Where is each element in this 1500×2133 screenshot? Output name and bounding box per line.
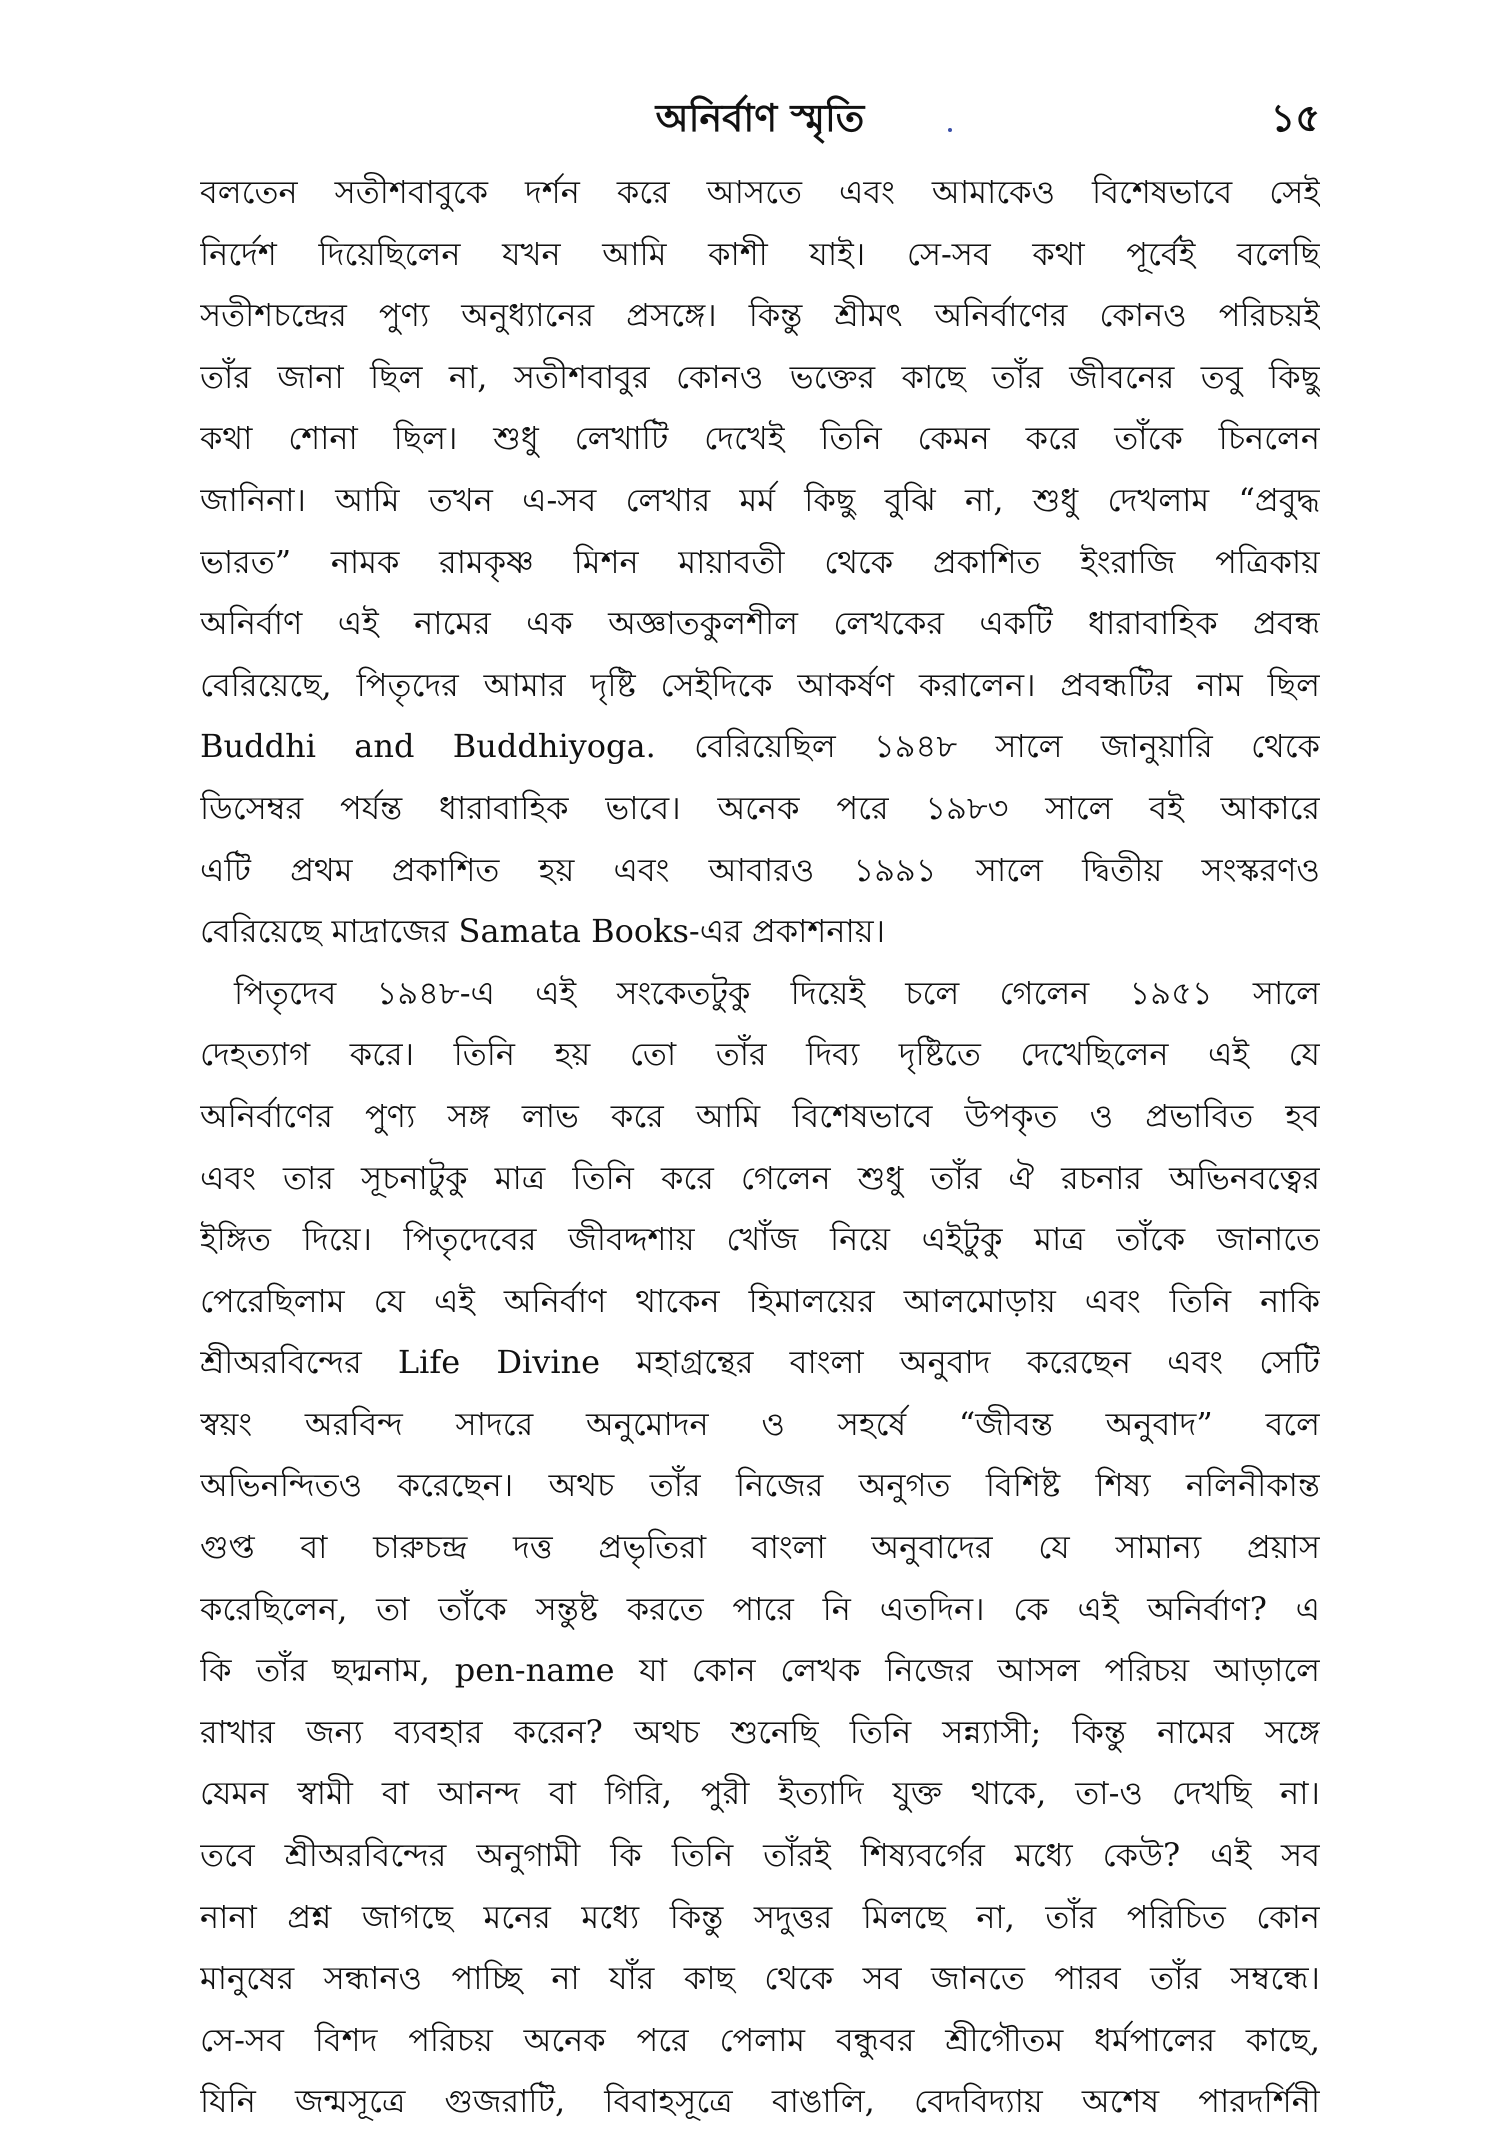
text-line: স্বয়ং অরবিন্দ সাদরে অনুমোদন ও সহর্ষে “জীবন্ত অনুবাদ” বলে <box>200 1404 1320 1443</box>
text-line: নির্দেশ দিয়েছিলেন যখন আমি কাশী যাই। সে-সব কথা পূর্বেই বলেছি <box>200 234 1320 273</box>
paragraph-1 <box>200 162 1320 963</box>
text-line: সতীশচন্দ্রের পুণ্য অনুধ্যানের প্রসঙ্গে। কিন্তু শ্রীমৎ অনির্বাণের কোনও পরিচয়ই <box>200 296 1320 335</box>
text-line: পিতৃদেব ১৯৪৮-এ এই সংকেতটুকু দিয়েই চলে গেলেন ১৯৫১ সালে <box>234 973 1320 1012</box>
text-line: কথা শোনা ছিল। শুধু লেখাটি দেখেই তিনি কেমন করে তাঁকে চিনলেন <box>200 419 1320 458</box>
text-line: করেছিলেন, তা তাঁকে সন্তুষ্ট করতে পারে নি এতদিন। কে এই অনির্বাণ? এ <box>200 1589 1320 1628</box>
running-header <box>200 88 1320 148</box>
text-line: Buddhi and Buddhiyoga. বেরিয়েছিল ১৯৪৮ সালে জানুয়ারি থেকে <box>200 727 1320 766</box>
text-line: বেরিয়েছে, পিতৃদের আমার দৃষ্টি সেইদিকে আকর্ষণ করালেন। প্রবন্ধটির নাম ছিল <box>200 665 1320 704</box>
text-line: এবং তার সূচনাটুকু মাত্র তিনি করে গেলেন শুধু তাঁর ঐ রচনার অভিনবত্বের <box>200 1158 1320 1197</box>
body-text <box>200 162 1320 2133</box>
text-line: ভারত” নামক রামকৃষ্ণ মিশন মায়াবতী থেকে প্রকাশিত ইংরাজি পত্রিকায় <box>200 542 1320 581</box>
text-line: দেহত্যাগ করে। তিনি হয় তো তাঁর দিব্য দৃষ্টিতে দেখেছিলেন এই যে <box>200 1035 1320 1074</box>
text-line: যিনি জন্মসূত্রে গুজরাটি, বিবাহসূত্রে বাঙালি, বেদবিদ্যায় অশেষ পারদর্শিনী <box>200 2082 1320 2121</box>
text-line: এটি প্রথম প্রকাশিত হয় এবং আবারও ১৯৯১ সালে দ্বিতীয় সংস্করণও <box>200 850 1320 889</box>
text-line: ইঙ্গিত দিয়ে। পিতৃদেবের জীবদ্দশায় খোঁজ নিয়ে এইটুকু মাত্র তাঁকে জানাতে <box>200 1220 1320 1259</box>
text-line: নানা প্রশ্ন জাগছে মনের মধ্যে কিন্তু সদুত্তর মিলছে না, তাঁর পরিচিত কোন <box>200 1897 1320 1936</box>
running-title: অনির্বাণ স্মৃতি <box>655 95 865 140</box>
paragraph-2 <box>200 963 1320 2133</box>
text-line: শ্রীঅরবিন্দের Life Divine মহাগ্রন্থের বাংলা অনুবাদ করেছেন এবং সেটি <box>200 1343 1320 1382</box>
text-line: রাখার জন্য ব্যবহার করেন? অথচ শুনেছি তিনি সন্ন্যাসী; কিন্তু নামের সঙ্গে <box>200 1712 1320 1751</box>
page-number: ১৫ <box>1270 95 1320 140</box>
text-line: বলতেন সতীশবাবুকে দর্শন করে আসতে এবং আমাকেও বিশেষভাবে সেই <box>200 173 1320 211</box>
text-line: তবে শ্রীঅরবিন্দের অনুগামী কি তিনি তাঁরই শিষ্যবর্গের মধ্যে কেউ? এই সব <box>200 1836 1320 1875</box>
text-line: গুপ্ত বা চারুচন্দ্র দত্ত প্রভৃতিরা বাংলা অনুবাদের যে সামান্য প্রয়াস <box>200 1528 1320 1567</box>
text-line: বেরিয়েছে মাদ্রাজের Samata Books-এর প্রকাশনায়। <box>200 912 886 951</box>
text-line: কি তাঁর ছদ্মনাম, pen-name যা কোন লেখক নিজের আসল পরিচয় আড়ালে <box>200 1651 1320 1690</box>
text-line: অভিনন্দিতও করেছেন। অথচ তাঁর নিজের অনুগত বিশিষ্ট শিষ্য নলিনীকান্ত <box>200 1466 1320 1505</box>
text-line: মানুষের সন্ধানও পাচ্ছি না যাঁর কাছ থেকে সব জানতে পারব তাঁর সম্বন্ধে। <box>200 1959 1320 1998</box>
text-line: অনির্বাণের পুণ্য সঙ্গ লাভ করে আমি বিশেষভাবে উপকৃত ও প্রভাবিত হব <box>200 1096 1320 1135</box>
text-line: অনির্বাণ এই নামের এক অজ্ঞাতকুলশীল লেখকের একটি ধারাবাহিক প্রবন্ধ <box>200 604 1320 643</box>
text-line: সে-সব বিশদ পরিচয় অনেক পরে পেলাম বন্ধুবর শ্রীগৌতম ধর্মপালের কাছে, <box>200 2020 1320 2059</box>
text-line: তাঁর জানা ছিল না, সতীশবাবুর কোনও ভক্তের কাছে তাঁর জীবনের তবু কিছু <box>200 357 1320 396</box>
text-line: ডিসেম্বর পর্যন্ত ধারাবাহিক ভাবে। অনেক পরে ১৯৮৩ সালে বই আকারে <box>200 788 1320 827</box>
text-line: জানিনা। আমি তখন এ-সব লেখার মর্ম কিছু বুঝি না, শুধু দেখলাম “প্রবুদ্ধ <box>200 480 1320 519</box>
text-line: যেমন স্বামী বা আনন্দ বা গিরি, পুরী ইত্যাদি যুক্ত থাকে, তা-ও দেখছি না। <box>200 1774 1320 1813</box>
text-line: পেরেছিলাম যে এই অনির্বাণ থাকেন হিমালয়ের আলমোড়ায় এবং তিনি নাকি <box>200 1281 1320 1320</box>
